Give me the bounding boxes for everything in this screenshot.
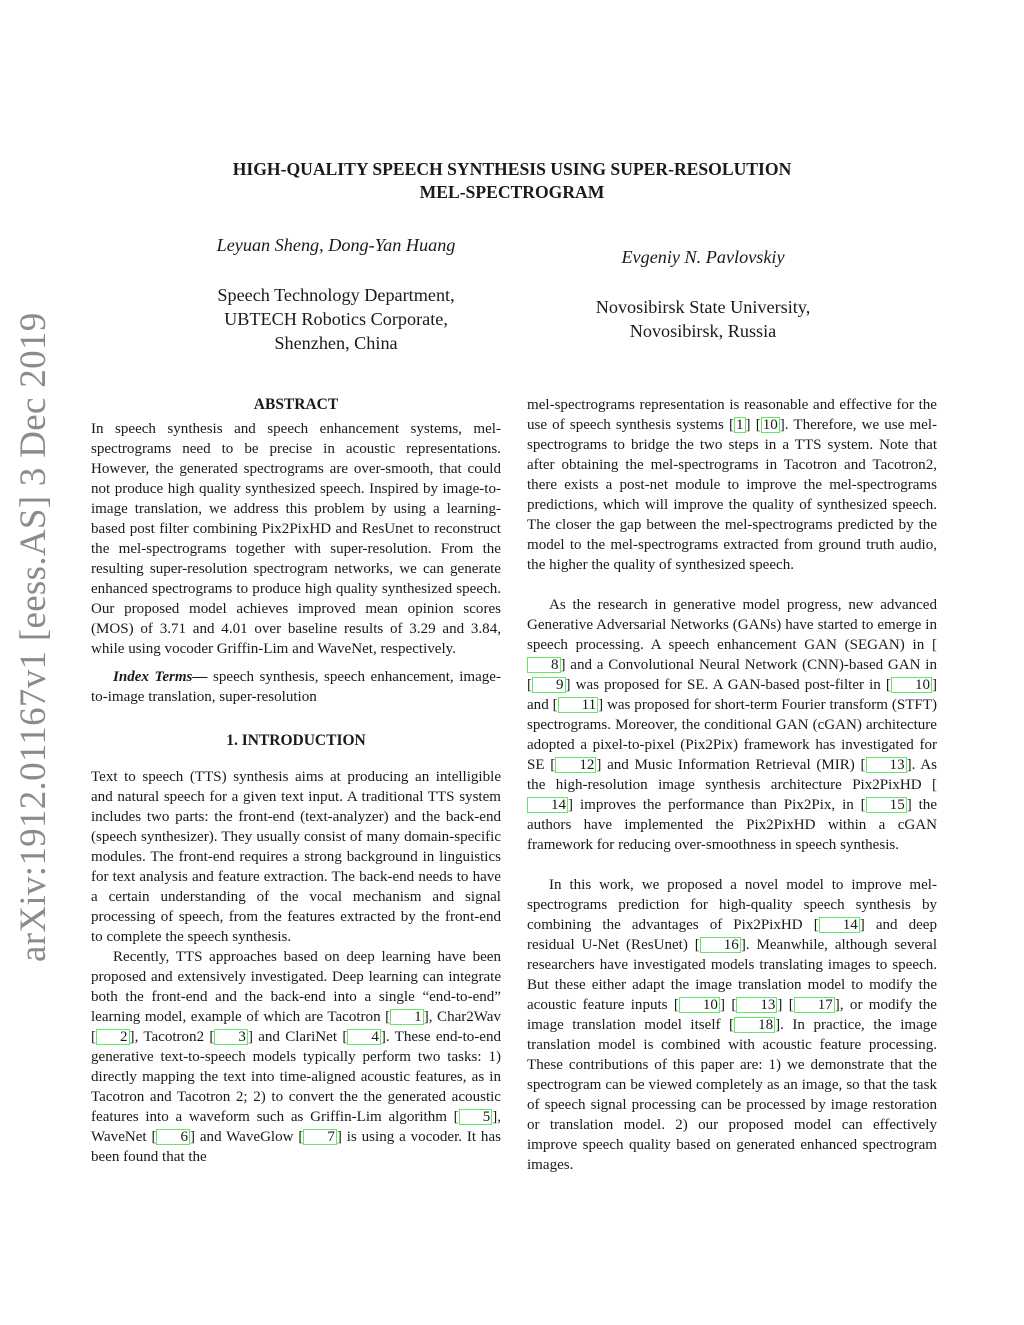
text-run: was proposed for short-term Fourier transform (STFT) spectrograms. Moreover, the conditional GAN (cGAN) architecture adopted a pixel-to-pixel (Pix2Pix) framework has investigated for SE: [527, 697, 937, 773]
text-run: , Tacotron2: [134, 1029, 210, 1045]
text-run: . These end-to-end generative text-to-speech models typically perform two tasks: 1) directly mapping the text into time-aligned acoustic features, as in Tacotron and Tacotron 2; 2) to convert the the generated acoustic features into a waveform such as Griffin-Lim algorithm: [91, 1029, 502, 1125]
citation-link[interactable]: [ 9 ]: [527, 677, 571, 693]
citation-box: 14: [527, 797, 568, 813]
citation-link[interactable]: [8 ]: [527, 637, 937, 673]
right-paragraph-1: [527, 395, 937, 575]
citation-link[interactable]: [ 13 ]: [860, 757, 912, 773]
right-column: [527, 395, 937, 1175]
citation-box: 2: [96, 1029, 130, 1045]
index-terms: [91, 667, 501, 707]
left-column: [91, 395, 501, 1167]
text-run: was proposed for SE. A GAN-based post-filter in: [570, 677, 886, 693]
citation-box: 14: [819, 917, 860, 933]
title-line-1: HIGH-QUALITY SPEECH SYNTHESIS USING SUPER-RESOLUTION: [232, 159, 792, 179]
citation-link[interactable]: [ 7 ]: [298, 1129, 342, 1145]
text-run: As the research in generative model progress, new advanced Generative Adversarial Networks (GANs) have started to emerge in speech processing. A speech enhancement GAN (SEGAN) in: [527, 597, 937, 653]
citation-box: 1: [736, 417, 744, 433]
citation-link[interactable]: [ 14 ]: [813, 917, 865, 933]
text-run: and Music Information Retrieval (MIR): [601, 757, 861, 773]
paragraph-gap: [527, 575, 937, 595]
citation-box: 16: [700, 937, 741, 953]
citation-box: 5: [459, 1109, 493, 1125]
intro-paragraph-2: [91, 947, 501, 1167]
text-run: [751, 417, 756, 433]
text-run: Recently, TTS approaches based on deep learning have been proposed and extensively investigated. Deep learning can integrate both the front-end and the back-end into a single “end-to-end” learning model, example of which are Tacotron: [91, 949, 501, 1025]
citation-box: 4: [347, 1029, 381, 1045]
citation-box: 12: [555, 757, 596, 773]
citation-box: 17: [794, 997, 835, 1013]
text-run: mel-spectrograms representation is reasonable and effective for the use of speech synthesis systems: [527, 397, 937, 433]
affiliation-left-line-3: Shenzhen, China: [274, 333, 398, 353]
text-run: [782, 997, 788, 1013]
citation-link[interactable]: [ 11 ]: [552, 697, 604, 713]
authors-right: [540, 245, 866, 343]
citation-box: 13: [866, 757, 907, 773]
index-terms-text: speech synthesis, speech enhancement, image-to-image translation, super-resolution: [91, 669, 501, 705]
text-run: , Char2Wav: [428, 1009, 502, 1025]
text-run: and a Convolutional Neural Network (CNN)-based GAN in: [565, 657, 937, 673]
text-run: , WaveNet: [91, 1109, 501, 1145]
text-run: the authors have implemented the Pix2PixHD within a cGAN framework for reducing over-smoothness in speech synthesis.: [527, 797, 937, 853]
citation-link[interactable]: [ 18 ]: [729, 1017, 781, 1033]
citation-box: 10: [762, 417, 778, 433]
title-line-2: MEL-SPECTROGRAM: [419, 182, 605, 202]
citation-box: 9: [532, 677, 566, 693]
arxiv-identifier: arXiv:1912.01167v1 [eess.AS] 3 Dec 2019: [13, 312, 54, 962]
text-run: improves the performance than Pix2Pix, in: [573, 797, 861, 813]
citation-box: 1: [390, 1009, 424, 1025]
text-run: . Meanwhile, although several researchers have investigated models translating images to speech. But these either adapt the image translation model to modify the acoustic feature inputs: [527, 937, 937, 1013]
citation-box: 3: [214, 1029, 248, 1045]
text-run: . In practice, the image translation model is combined with acoustic feature processing. These contributions of this paper are: 1) we demonstrate that the spectrogram can be viewed completely as an image, so that the task of speech signal processing can be processed by image restoration or translation model. 2) our proposed model can effectively improve speech quality based on generated enhanced spectrogram images.: [527, 1017, 937, 1173]
text-run: . Therefore, we use mel-spectrograms to bridge the two steps in a TTS system. Note that after obtaining the mel-spectrograms in Tacotron and Tacotron2, there exists a post-net module to improve the mel-spectrograms predictions, which will improve the quality of synthesized speech. The closer the gap between the mel-spectrograms predicted by the model to the mel-spectrograms extracted from ground truth audio, the higher the quality of synthesized speech.: [527, 417, 938, 573]
citation-box: 8: [527, 657, 561, 673]
citation-box: 13: [736, 997, 777, 1013]
index-terms-label: Index Terms—: [113, 669, 208, 685]
citation-link[interactable]: [ 5 ]: [453, 1109, 498, 1125]
affiliation-right-line-2: Novosibirsk, Russia: [629, 321, 777, 341]
affiliation-left-line-1: Speech Technology Department,: [217, 285, 455, 305]
text-run: and ClariNet: [252, 1029, 343, 1045]
citation-box: 10: [891, 677, 932, 693]
citation-link[interactable]: [ 4 ]: [342, 1029, 386, 1045]
right-paragraph-2: [527, 595, 937, 855]
paper-title: [150, 158, 874, 204]
text-run: . As the high-resolution image synthesis architecture Pix2PixHD: [527, 757, 937, 793]
citation-box: 15: [866, 797, 907, 813]
citation-link[interactable]: [14 ]: [527, 777, 937, 813]
text-run: is using a vocoder. It has been found that the: [91, 1129, 501, 1165]
citation-link[interactable]: [ 13 ]: [731, 997, 783, 1013]
authors-left: [176, 233, 496, 355]
citation-link[interactable]: [ 17 ]: [788, 997, 840, 1013]
citation-link[interactable]: [ 6 ]: [151, 1129, 196, 1145]
citation-link[interactable]: [ 3 ]: [209, 1029, 253, 1045]
text-run: In this work, we proposed a novel model to improve mel-spectrograms prediction for high-quality speech synthesis by combining the advantages of Pix2PixHD: [527, 877, 937, 933]
text-run: , or modify the image translation model itself: [527, 997, 937, 1033]
citation-link[interactable]: [ 1 ]: [729, 417, 751, 433]
author-names-left: Leyuan Sheng, Dong-Yan Huang: [216, 235, 456, 255]
citation-link[interactable]: [ 16 ]: [694, 937, 746, 953]
citation-link[interactable]: [ 1 ]: [385, 1009, 429, 1025]
affiliation-left-line-2: UBTECH Robotics Corporate,: [224, 309, 448, 329]
abstract-text: In speech synthesis and speech enhancement systems, mel-spectrograms need to be precise in acoustic representations. However, the generated spectrograms are over-smooth, that could not produce high quality synthesized speech. Inspired by image-to-image translation, we address this problem by using a learning-based post filter combining Pix2PixHD and ResUnet to reconstruct the mel-spectrograms together with super-resolution. From the resulting super-resolution spectrogram networks, we can generate enhanced spectrograms to produce high quality synthesized speech. Our proposed model achieves improved mean opinion scores (MOS) of 3.71 and 4.01 over baseline results of 3.29 and 3.84, while using vocoder Griffin-Lim and WaveNet, respectively.: [91, 421, 501, 657]
text-run: and deep residual U-Net (ResUnet): [527, 917, 937, 953]
citation-link[interactable]: [ 12 ]: [550, 757, 602, 773]
intro-paragraph-1: Text to speech (TTS) synthesis aims at producing an intelligible and natural speech for a given text input. A traditional TTS system includes two parts: the front-end (text-analyzer) and the back-end (speech synthesizer). They usually consist of many domain-specific modules. The front-end requires a strong background in linguistics for text analysis and feature extraction. The back-end needs to have a certain understanding of the vocal mechanism and signal processing of speech, from the features extracted by the front-end to complete the speech synthesis.: [91, 769, 501, 945]
citation-box: 6: [156, 1129, 190, 1145]
citation-box: 7: [303, 1129, 337, 1145]
affiliation-right-line-1: Novosibirsk State University,: [595, 297, 811, 317]
citation-link[interactable]: [ 10 ]: [755, 417, 785, 433]
right-paragraph-3: [527, 875, 937, 1175]
text-run: and WaveGlow: [195, 1129, 299, 1145]
citation-box: 11: [558, 697, 599, 713]
citation-link[interactable]: [ 15 ]: [860, 797, 912, 813]
citation-box: 10: [679, 997, 720, 1013]
citation-link[interactable]: [ 10 ]: [673, 997, 725, 1013]
paragraph-gap: [527, 855, 937, 875]
text-run: and: [527, 697, 553, 713]
citation-box: 18: [734, 1017, 775, 1033]
introduction-heading: 1. INTRODUCTION: [226, 732, 366, 749]
citation-link[interactable]: [ 2 ]: [91, 1029, 135, 1045]
abstract-heading: ABSTRACT: [253, 396, 339, 413]
author-names-right: Evgeniy N. Pavlovskiy: [621, 247, 785, 267]
citation-link[interactable]: [ 10 ]: [885, 677, 937, 693]
